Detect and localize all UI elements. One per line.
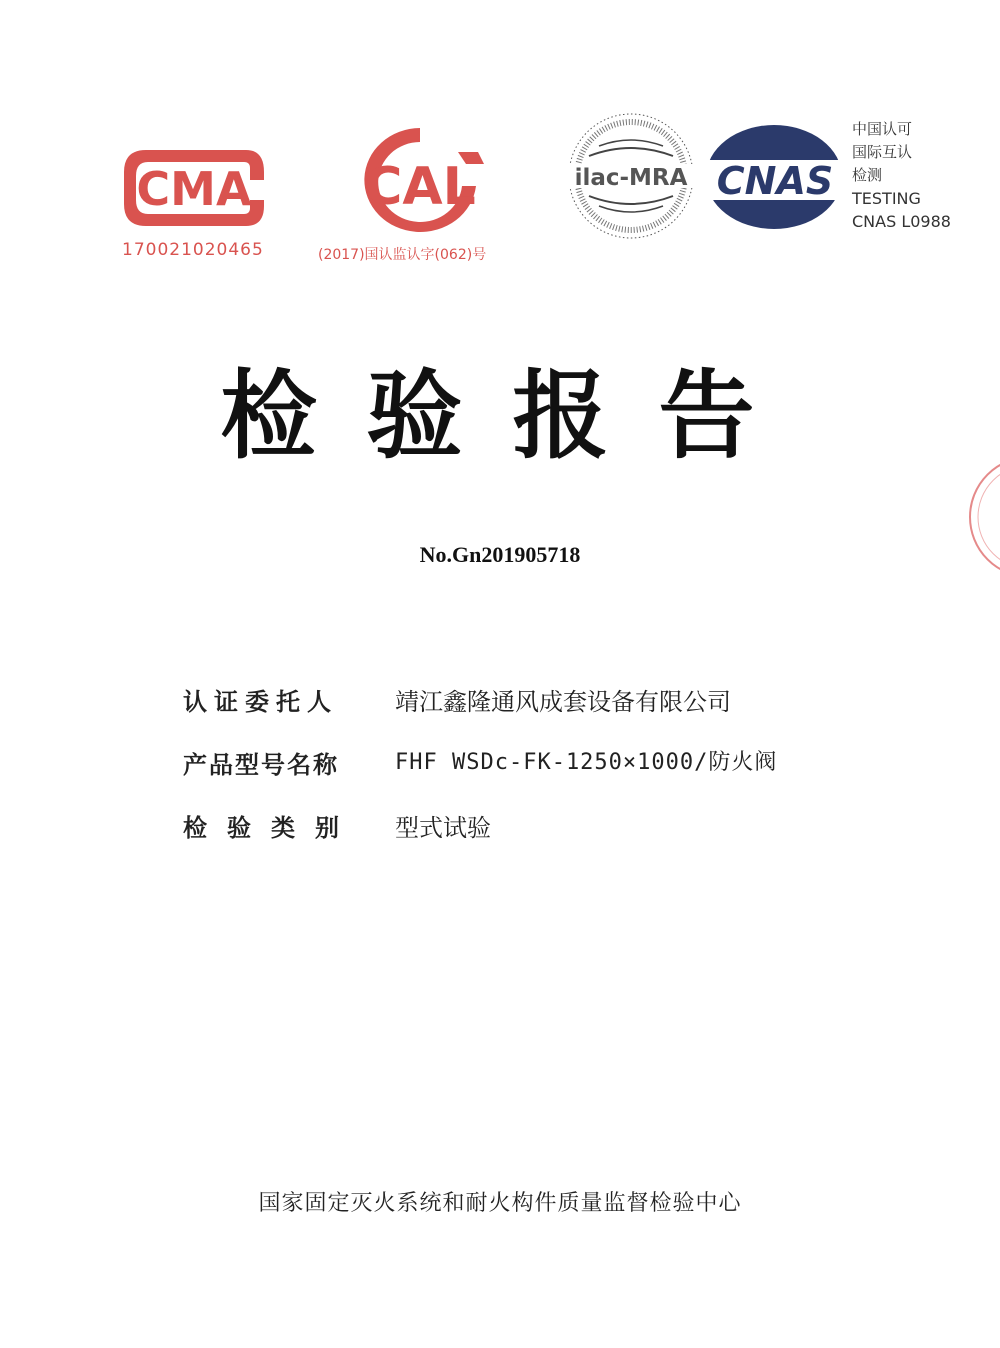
cal-text: CAL (364, 157, 476, 217)
cnas-side-text (852, 118, 951, 233)
cnas-line-1: 中国认可 (852, 120, 913, 138)
report-number: No.Gn201905718 (419, 542, 581, 567)
field-label-type: 检验类别 (183, 814, 359, 842)
field-value-type: 型式试验 (395, 814, 491, 842)
field-value-product: FHF WSDc-FK-1250×1000/防火阀 (395, 750, 778, 775)
cnas-text: CNAS (716, 159, 834, 203)
cma-text: CMA (136, 162, 252, 216)
cnas-line-2: 国际互认 (852, 143, 913, 161)
ilac-text: ilac-MRA (574, 165, 688, 191)
field-row-type (183, 808, 491, 843)
cnas-line-4: TESTING (852, 189, 921, 208)
cnas-line-3: 检测 (852, 166, 883, 184)
ilac-globe-icon (564, 110, 698, 242)
issuing-organization: 国家固定灭火系统和耐火构件质量监督检验中心 (258, 1191, 742, 1216)
cnas-mark-icon (700, 120, 850, 234)
cma-mark-icon (118, 142, 270, 234)
page-title: 检验报告 (220, 360, 805, 472)
ilac-mra-logo (564, 110, 698, 242)
cma-logo (118, 142, 270, 234)
field-value-client: 靖江鑫隆通风成套设备有限公司 (395, 688, 731, 716)
cma-number: 170021020465 (122, 240, 264, 260)
cal-caption: (2017)国认监认字(062)号 (318, 247, 487, 263)
cnas-logo (700, 120, 850, 234)
cal-logo (350, 122, 490, 240)
field-label-product: 产品型号名称 (183, 751, 339, 779)
field-label-client: 认证委托人 (183, 688, 338, 716)
cnas-line-5: CNAS L0988 (852, 212, 951, 231)
field-row-product (183, 745, 777, 780)
field-row-client (183, 682, 731, 717)
cal-mark-icon (350, 122, 490, 240)
